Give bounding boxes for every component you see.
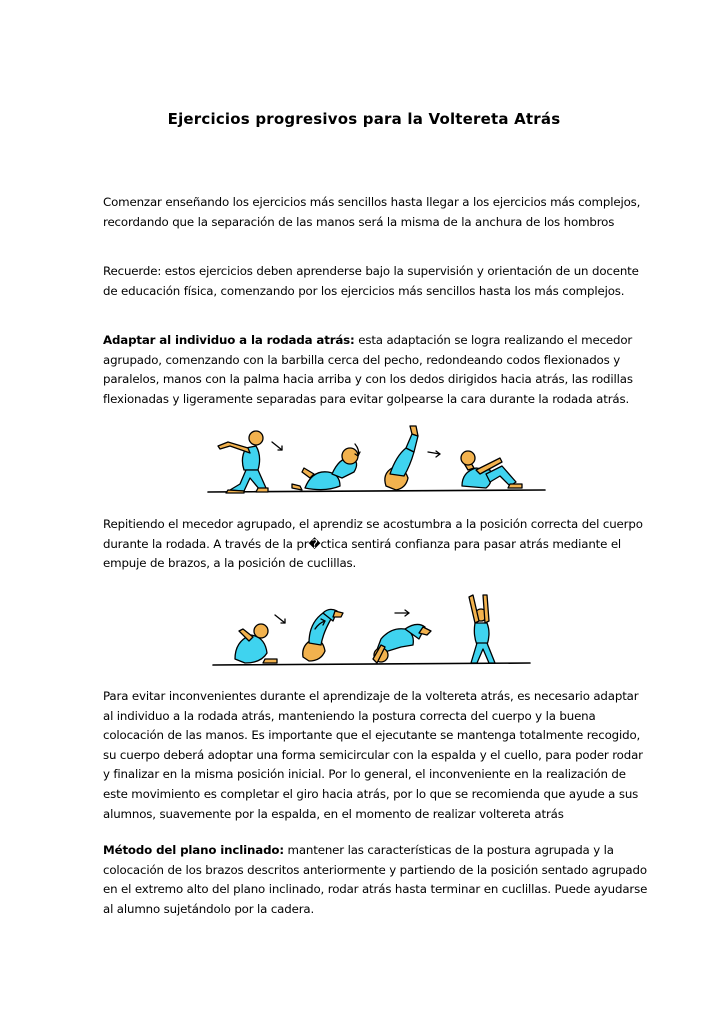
paragraph-adaptar xyxy=(103,331,651,409)
paragraph-recuerde: Recuerde: estos ejercicios deben aprenderse bajo la supervisión y orientación de un docente de educación física, comenzando por los ejercicios más sencillos hasta los más complejos. xyxy=(103,264,639,298)
paragraph-plano-heading: Método del plano inclinado: xyxy=(103,843,284,857)
gymnast-squat-figure xyxy=(218,431,268,493)
gymnast-push-figure xyxy=(373,624,431,663)
paragraph-adaptar-heading: Adaptar al individuo a la rodada atrás: xyxy=(103,333,355,347)
page-title: Ejercicios progresivos para la Voltereta Atrás xyxy=(167,110,561,128)
paragraph-intro: Comenzar enseñando los ejercicios más sencillos hasta llegar a los ejercicios más complejos, recordando que la separación de las manos será la misma de la anchura de los hombros xyxy=(103,195,641,229)
gymnast-legs-over-figure xyxy=(303,609,343,661)
gymnast-rolling-figure xyxy=(292,448,358,490)
gymnast-shoulder-figure xyxy=(385,426,418,490)
paragraph-evitar: Para evitar inconvenientes durante el aprendizaje de la voltereta atrás, es necesario adaptar al individuo a la rodada atrás, manteniendo la postura correcta del cuerpo y la buena colocación de las manos. Es importante que el ejecutante se mantenga totalmente recogido, su cuerpo deberá adoptar una forma semicircular con la espalda y el cuello, para poder rodar y finalizar en la misma posición inicial. Por lo general, el inconveniente en la realización de este movimiento es completar el giro hacia atrás, por lo que se recomienda que ayude a sus alumnos, suavemente por la espalda, en el momento de realizar voltereta atrás xyxy=(103,689,643,821)
rocking-sequence-illustration xyxy=(200,412,560,502)
paragraph-adaptar-text: esta adaptación se logra realizando el mecedor agrupado, comenzando con la barbilla cerca del pecho, redondeando codos flexionados y paralelos, manos con la palma hacia arriba y con los dedos dirigidos hacia atrás, las rodillas flexionadas y ligeramente separadas para evitar golpearse la cara durante la rodada atrás. xyxy=(103,333,633,406)
paragraph-plano-text: mantener las características de la postura agrupada y la colocación de los brazos descritos anteriormente y partiendo de la posición sentado agrupado en el extremo alto del plano inclinado, rodar atrás hasta terminar en cuclillas. Puede ayudarse al alumno sujetándolo por la cadera. xyxy=(103,843,648,916)
gymnast-sitting-figure xyxy=(461,451,522,488)
gymnast-tuck-figure xyxy=(235,624,277,663)
paragraph-plano-inclinado xyxy=(103,841,651,919)
backward-roll-illustration xyxy=(205,583,545,678)
gymnast-standing-figure xyxy=(469,595,495,663)
paragraph-repitiendo: Repitiendo el mecedor agrupado, el aprendiz se acostumbra a la posición correcta del cuerpo durante la rodada. A través de la pr�ctica sentirá confianza para pasar atrás mediante el empuje de brazos, a la posición de cuclillas. xyxy=(103,517,643,571)
